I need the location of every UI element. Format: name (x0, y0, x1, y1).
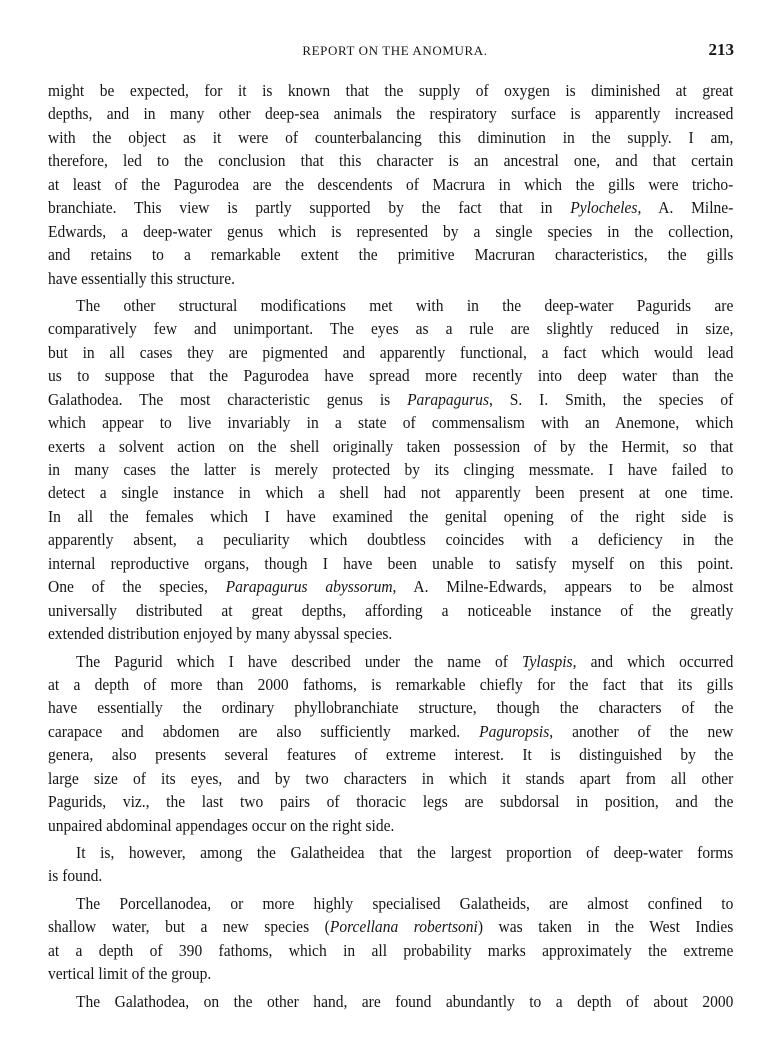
text-run: Galathodea. The most characteristic genus is (48, 389, 408, 409)
text-run: The Porcellanodea, or more highly specialised Galatheids, are almost confined to (76, 893, 734, 913)
text-line (48, 196, 733, 219)
text-run: but in all cases they are pigmented and apparently functional, a fact which would lead (48, 342, 734, 362)
text-line (48, 552, 733, 575)
text-run: detect a single instance in which a shell had not apparently been present at one time. (48, 483, 734, 503)
text-line (48, 767, 733, 790)
text-run: The other structural modifications met with in the deep-water Pagurids are (76, 295, 734, 315)
text-line (48, 528, 733, 551)
text-run: ) was taken in the West Indies (477, 917, 734, 937)
paragraph (48, 294, 733, 646)
text-line (48, 505, 733, 528)
text-line (48, 650, 733, 673)
text-run: with the object as it were of counterbalancing this diminution in the supply. I am, (48, 127, 734, 147)
text-line (48, 364, 733, 387)
text-run: depths, and in many other deep-sea animals the respiratory surface is apparently increased (48, 104, 734, 124)
text-run: It is, however, among the Galatheidea that the largest proportion of deep-water forms (76, 843, 734, 862)
text-line (48, 481, 733, 504)
text-run: internal reproductive organs, though I have been unable to satisfy myself on this point. (48, 553, 734, 573)
text-run: , A. Milne- (637, 198, 734, 218)
text-run: carapace and abdomen are also sufficiently marked. (48, 721, 480, 741)
text-line (48, 102, 733, 125)
text-line (48, 915, 733, 938)
text-run: have essentially the ordinary phyllobranchiate structure, though the characters of the (48, 698, 734, 718)
paragraph (48, 79, 733, 290)
italic-taxon-name: Paguropsis (479, 721, 550, 741)
text-run: , A. Milne-Edwards, appears to be almost (392, 577, 734, 597)
text-run: at a depth of 390 fathoms, which in all probability marks approximately the extreme (48, 940, 734, 960)
italic-taxon-name: Pylocheles (570, 198, 638, 218)
text-run: universally distributed at great depths, affording a noticeable instance of the greatly (48, 600, 734, 620)
text-line (48, 814, 733, 837)
text-line (48, 267, 733, 290)
text-run: comparatively few and unimportant. The eyes as a rule are slightly reduced in size, (48, 319, 734, 339)
body-text (48, 79, 733, 1017)
text-run: The Pagurid which I have described under the name of (76, 651, 523, 671)
running-head (48, 40, 734, 65)
text-line (48, 720, 733, 743)
italic-taxon-name: Parapagurus abyssorum (225, 577, 393, 597)
text-line (48, 294, 733, 317)
paragraph (48, 990, 733, 1013)
text-run: Pagurids, viz., the last two pairs of thoracic legs are subdorsal in position, and the (48, 792, 734, 812)
text-line (48, 622, 733, 645)
text-line (48, 575, 733, 598)
text-line (48, 435, 733, 458)
paragraph (48, 892, 733, 986)
text-line (48, 673, 733, 696)
text-run: at a depth of more than 2000 fathoms, is remarkable chiefly for the fact that its gills (48, 674, 734, 694)
text-run: have essentially this structure. (48, 268, 235, 288)
text-run: in many cases the latter is merely protected by its clinging messmate. I have failed to (48, 460, 734, 479)
italic-taxon-name: Parapagurus (407, 389, 489, 409)
text-line (48, 220, 733, 243)
text-line (48, 962, 733, 985)
page-number: 213 (708, 40, 734, 59)
text-line (48, 79, 733, 102)
text-line (48, 841, 733, 864)
text-line (48, 458, 733, 481)
text-line (48, 892, 733, 915)
text-run: , and which occurred (572, 651, 734, 671)
text-run: extended distribution enjoyed by many abyssal species. (48, 624, 393, 644)
text-run: at least of the Pagurodea are the descendents of Macrura in which the gills were tricho- (48, 174, 734, 194)
text-line (48, 149, 733, 172)
text-line (48, 790, 733, 813)
text-line (48, 939, 733, 962)
text-line (48, 743, 733, 766)
text-run: exerts a solvent action on the shell originally taken possession of by the Hermit, so that (48, 436, 734, 456)
text-run: therefore, led to the conclusion that this character is an ancestral one, and that certain (48, 151, 734, 171)
text-line (48, 173, 733, 196)
text-run: vertical limit of the group. (48, 964, 212, 984)
text-run: shallow water, but a new species ( (48, 917, 330, 937)
paragraph (48, 841, 733, 888)
text-run: large size of its eyes, and by two characters in which it stands apart from all other (48, 768, 734, 788)
text-run: us to suppose that the Pagurodea have spread more recently into deep water than the (48, 366, 734, 386)
text-run: genera, also presents several features of extreme interest. It is distinguished by the (48, 745, 734, 765)
text-line (48, 388, 733, 411)
text-run: One of the species, (48, 577, 226, 597)
text-run: , S. I. Smith, the species of (488, 389, 734, 409)
text-run: unpaired abdominal appendages occur on the right side. (48, 815, 395, 835)
text-run: , another of the new (549, 721, 734, 741)
text-line (48, 411, 733, 434)
text-line (48, 990, 733, 1013)
text-run: Edwards, a deep-water genus which is represented by a single species in the collection, (48, 221, 734, 241)
text-line (48, 864, 733, 887)
italic-taxon-name: Porcellana robertsoni (329, 917, 478, 937)
text-run: The Galathodea, on the other hand, are found abundantly to a depth of about 2000 (76, 991, 734, 1011)
text-line (48, 341, 733, 364)
text-run: In all the females which I have examined the genital opening of the right side is (48, 506, 734, 526)
text-run: which appear to live invariably in a state of commensalism with an Anemone, which (48, 413, 734, 433)
text-run: branchiate. This view is partly supported by the fact that in (48, 198, 571, 218)
italic-taxon-name: Tylaspis (522, 651, 573, 671)
text-line (48, 243, 733, 266)
text-line (48, 126, 733, 149)
text-run: might be expected, for it is known that the supply of oxygen is diminished at great (48, 81, 734, 100)
text-run: is found. (48, 866, 103, 886)
text-line (48, 696, 733, 719)
text-run: and retains to a remarkable extent the primitive Macruran characteristics, the gills (48, 245, 734, 265)
paragraph (48, 650, 733, 838)
text-line (48, 599, 733, 622)
text-run: apparently absent, a peculiarity which doubtless coincides with a deficiency in the (48, 530, 734, 550)
text-line (48, 317, 733, 340)
running-title: REPORT ON THE ANOMURA. (302, 43, 488, 58)
